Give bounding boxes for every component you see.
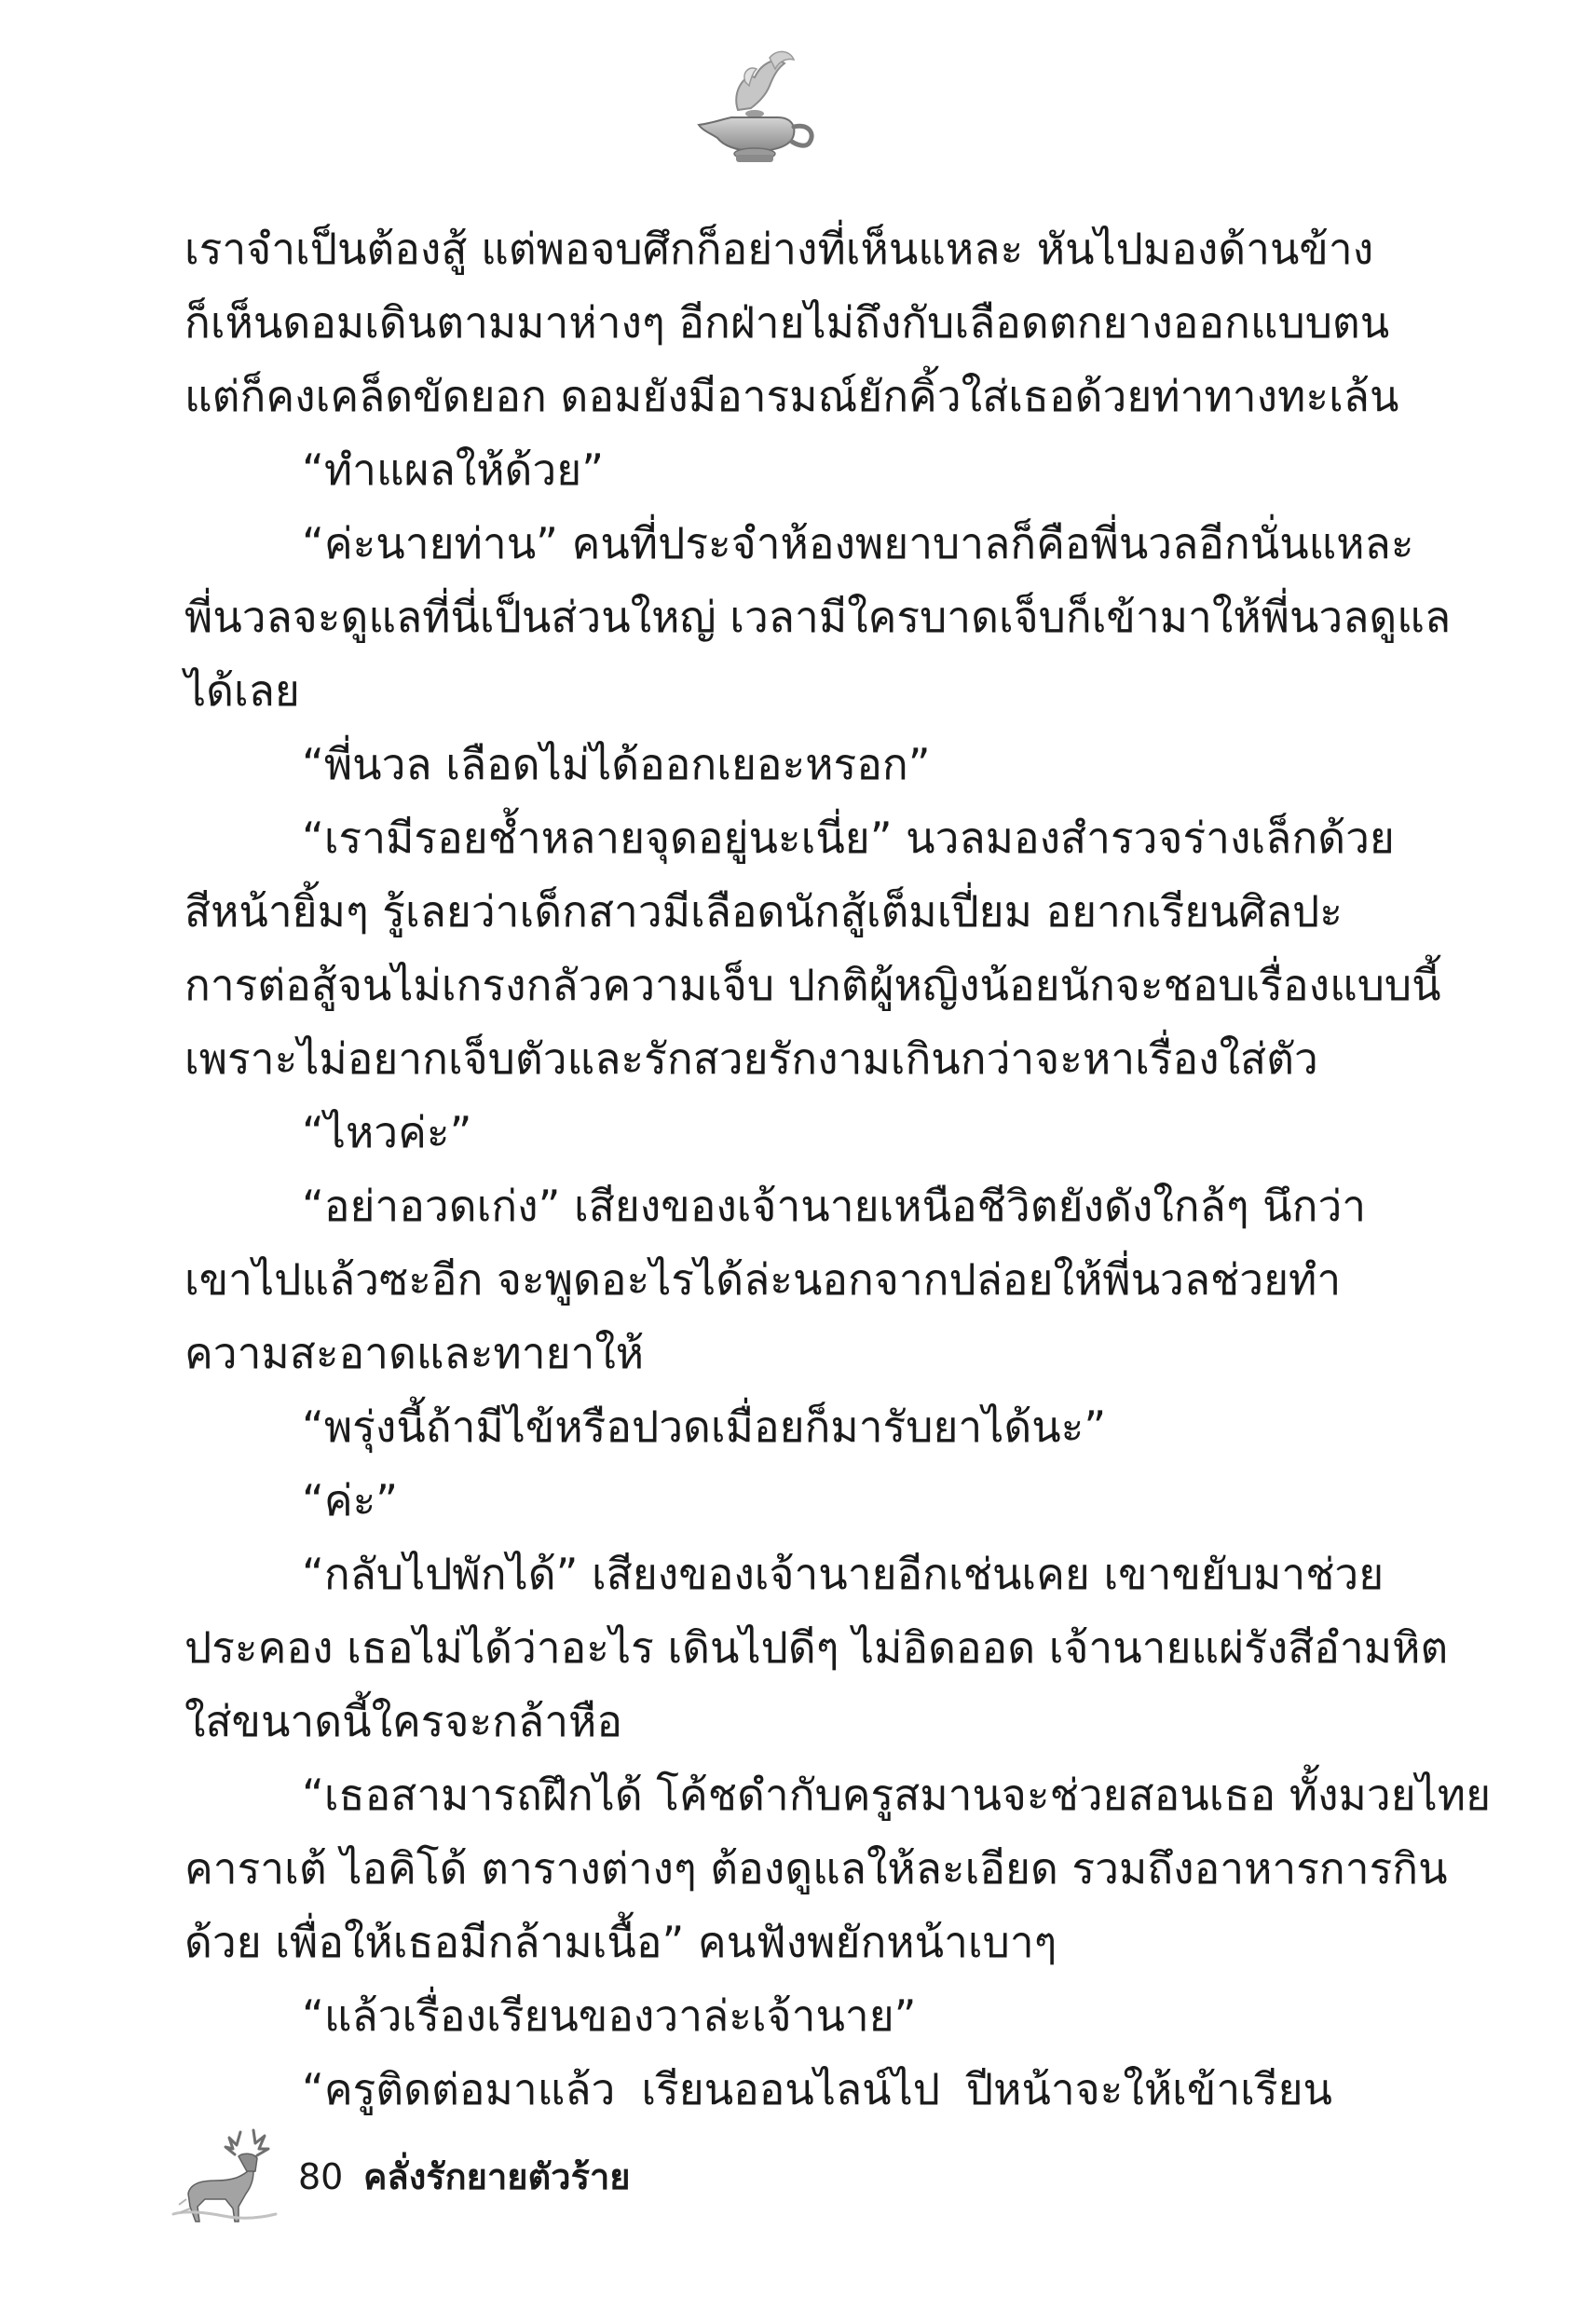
text-line: ความสะอาดและทายาให้ (184, 1328, 645, 1378)
text-line: “เธอสามารถฝึกได้ โค้ชดำกับครูสมานจะช่วยสอนเธอ ทั้งมวยไทย (302, 1770, 1492, 1820)
page-number: 80 (298, 2156, 344, 2197)
page-footer (168, 2125, 820, 2227)
text-line: ก็เห็นดอมเดินตามมาห่างๆ อีกฝ่ายไม่ถึงกับเลือดตกยางออกแบบตน (184, 297, 1390, 348)
genie-lamp-icon (680, 45, 829, 166)
text-line: “ค่ะนายท่าน” คนที่ประจำห้องพยาบาลก็คือพี่นวลอีกนั่นแหละ (302, 518, 1414, 568)
deer-icon (168, 2125, 280, 2227)
text-line: “ครูติดต่อมาแล้ว เรียนออนไลน์ไป ปีหน้าจะให้เข้าเรียน (302, 2064, 1332, 2114)
text-line: “เรามีรอยช้ำหลายจุดอยู่นะเนี่ย” นวลมองสำรวจร่างเล็กด้วย (302, 813, 1395, 863)
text-line: คาราเต้ ไอคิโด้ ตารางต่างๆ ต้องดูแลให้ละเอียด รวมถึงอาหารการกิน (184, 1843, 1448, 1894)
text-line: “แล้วเรื่องเรียนของวาล่ะเจ้านาย” (302, 1990, 917, 2041)
text-line: ด้วย เพื่อให้เธอมีกล้ามเนื้อ” คนฟังพยักหน้าเบาๆ (184, 1917, 1057, 1967)
text-line: สีหน้ายิ้มๆ รู้เลยว่าเด็กสาวมีเลือดนักสู้เต็มเปี่ยม อยากเรียนศิลปะ (184, 886, 1343, 937)
book-title: คลั่งรักยายตัวร้าย (363, 2156, 631, 2197)
text-line: “กลับไปพักได้” เสียงของเจ้านายอีกเช่นเคย เขาขยับมาช่วย (302, 1549, 1385, 1599)
text-line: ใส่ขนาดนี้ใครจะกล้าหือ (184, 1696, 622, 1746)
text-line: “ค่ะ” (302, 1475, 399, 1525)
text-line: “ไหวค่ะ” (302, 1107, 472, 1157)
text-line: ประคอง เธอไม่ได้ว่าอะไร เดินไปดีๆ ไม่อิดออด เจ้านายแผ่รังสีอำมหิต (184, 1622, 1449, 1673)
text-line: “พี่นวล เลือดไม่ได้ออกเยอะหรอก” (302, 739, 931, 789)
text-line: “อย่าอวดเก่ง” เสียงของเจ้านายเหนือชีวิตยังดังใกล้ๆ นึกว่า (302, 1181, 1367, 1231)
text-line: “ทำแผลให้ด้วย” (302, 444, 605, 495)
text-line: แต่ก็คงเคล็ดขัดยอก ดอมยังมีอารมณ์ยักคิ้วใส่เธอด้วยท่าทางทะเล้น (184, 371, 1399, 421)
text-line: เราจำเป็นต้องสู้ แต่พอจบศึกก็อย่างที่เห็นแหละ หันไปมองด้านข้าง (184, 224, 1374, 274)
text-line: ได้เลย (184, 665, 300, 716)
text-line: เพราะไม่อยากเจ็บตัวและรักสวยรักงามเกินกว่าจะหาเรื่องใส่ตัว (184, 1033, 1318, 1084)
body-text (184, 212, 1492, 2126)
text-line: การต่อสู้จนไม่เกรงกลัวความเจ็บ ปกติผู้หญิงน้อยนักจะชอบเรื่องแบบนี้ (184, 960, 1441, 1010)
text-line: พี่นวลจะดูแลที่นี่เป็นส่วนใหญ่ เวลามีใครบาดเจ็บก็เข้ามาให้พี่นวลดูแล (184, 592, 1452, 642)
text-line: “พรุ่งนี้ถ้ามีไข้หรือปวดเมื่อยก็มารับยาได้นะ” (302, 1402, 1107, 1452)
text-line: เขาไปแล้วซะอีก จะพูดอะไรได้ล่ะนอกจากปล่อยให้พี่นวลช่วยทำ (184, 1254, 1342, 1305)
